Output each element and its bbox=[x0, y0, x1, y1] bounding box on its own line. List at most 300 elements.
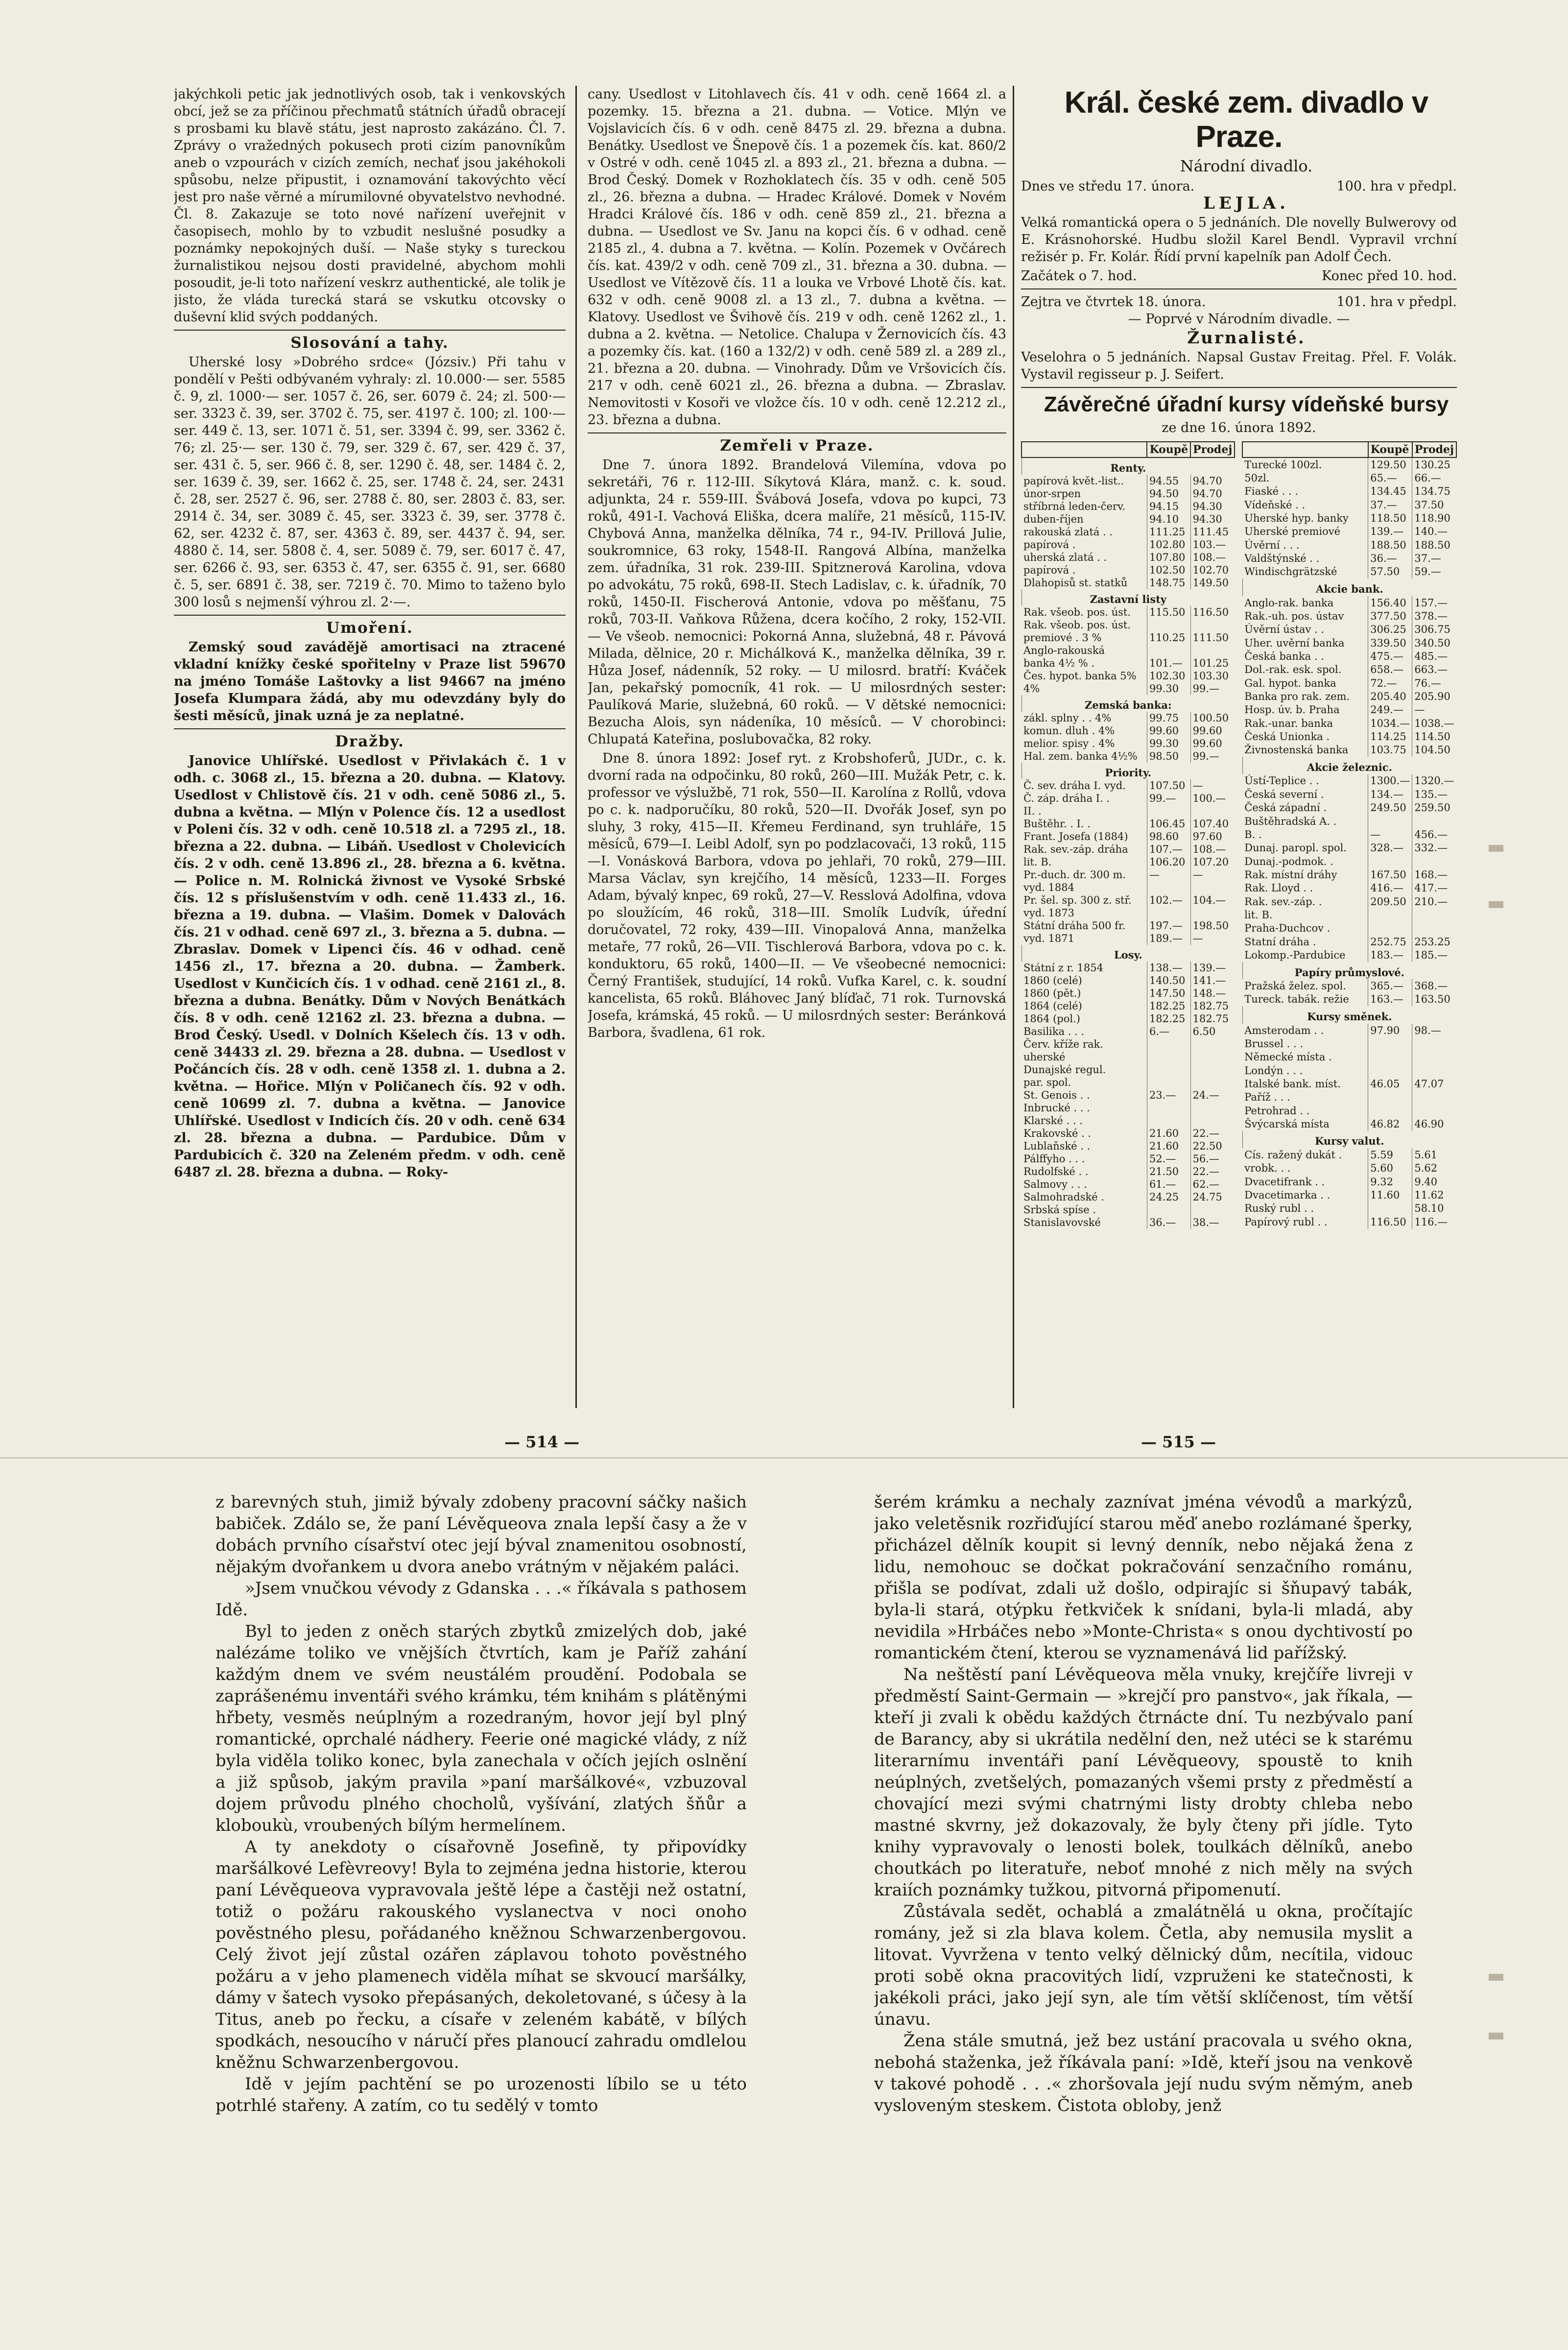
sell-price bbox=[1190, 805, 1235, 817]
security-name: Pr.-duch. dr. 300 m. bbox=[1023, 869, 1126, 881]
table-row bbox=[1022, 1051, 1235, 1063]
table-row bbox=[1022, 1191, 1235, 1203]
buy-price: 23.— bbox=[1147, 1089, 1190, 1102]
theatre-title: Král. české zem. divadlo v Praze. bbox=[1064, 86, 1428, 154]
buy-price: 46.82 bbox=[1368, 1117, 1412, 1130]
table-row bbox=[1022, 1102, 1235, 1114]
exchange-table-right bbox=[1242, 441, 1457, 1229]
sell-price: 135.— bbox=[1412, 788, 1456, 801]
sell-price bbox=[1190, 644, 1235, 657]
table-row bbox=[1022, 644, 1235, 657]
buy-price: 209.50 bbox=[1368, 895, 1412, 908]
buy-price: 1300.— bbox=[1368, 774, 1412, 788]
table-row bbox=[1242, 1077, 1456, 1090]
table-row bbox=[1242, 1162, 1456, 1175]
sell-price: — bbox=[1190, 868, 1235, 881]
buy-price: 5.60 bbox=[1368, 1162, 1412, 1175]
amortisation-text: Zemský soud zavádějě amortisaci na ztracené vkladní knížky české spořitelny v Praze list 59670 na jméno Tomáše Laštovky a list 94667 na jméno Josefa Klumpara žádá, aby mu odevzdány byly do šesti měsíců, jinak uzná je za neplatné. bbox=[174, 640, 566, 723]
edge-mark bbox=[1489, 901, 1503, 908]
story-paragraph: Na neštěstí paní Lévěqueova měla vnuky, krejčíře livreji v předměstí Saint-Germain — »krejčí pro panstvo«, jak říkala, — kteří ji zvali k obědu každých čtrnácte dní. Tu nezbývalo paní de Barancy, aby si ukrátila nedělní den, než utéci se k starému literarnímu inventáři paní Lévěqueovy, spoustě to knih neúplných, zvetšelých, pomazaných všemi prsty z předměstí a chovající mezi svými chatrnými listy drobty chleba nebo mastné skvrny, jež dokazovaly, že byly čteny při jídle. Tyto knihy vypravovaly o lenosti bolek, toulkách dělníků, anebo choutkách po literatuře, neboť mnohé z nich měly na svých kraiích poznámky tužkou, pitvorná připomenutí. bbox=[874, 1665, 1413, 1900]
table-header-buy: Koupě bbox=[1368, 442, 1412, 457]
sell-price: 118.90 bbox=[1412, 511, 1456, 525]
table-row bbox=[1022, 868, 1235, 881]
security-name: Inbrucké . . . bbox=[1023, 1102, 1090, 1114]
sell-price: 198.50 bbox=[1190, 919, 1235, 932]
buy-price bbox=[1147, 1102, 1190, 1114]
table-row bbox=[1022, 1140, 1235, 1152]
page-fold bbox=[0, 1457, 1568, 1459]
buy-price bbox=[1368, 1037, 1412, 1050]
sell-price: 103.30 bbox=[1190, 670, 1235, 682]
table-row bbox=[1242, 993, 1456, 1006]
sell-price bbox=[1412, 1091, 1456, 1104]
security-name: Pr. šel. sp. 300 z. stř. bbox=[1023, 894, 1132, 906]
buy-price: 205.40 bbox=[1368, 690, 1412, 703]
table-row bbox=[1242, 471, 1456, 484]
buy-price: 107.— bbox=[1147, 843, 1190, 856]
security-name: Česká severní . bbox=[1244, 788, 1324, 800]
buy-price: 94.10 bbox=[1147, 513, 1190, 526]
buy-price: 36.— bbox=[1368, 552, 1412, 565]
table-row bbox=[1022, 538, 1235, 551]
security-name: únor-srpen bbox=[1023, 488, 1081, 500]
security-name: Pálffyho . . . bbox=[1023, 1153, 1085, 1165]
buy-price: 249.— bbox=[1368, 703, 1412, 717]
security-name: Dol.-rak. esk. spol. bbox=[1244, 664, 1342, 676]
buy-price: 99.75 bbox=[1147, 712, 1190, 724]
sell-price: 134.75 bbox=[1412, 485, 1456, 498]
sell-price bbox=[1412, 1104, 1456, 1117]
table-row bbox=[1242, 948, 1456, 961]
buy-price: 148.75 bbox=[1147, 576, 1190, 589]
security-name: papírová květ.-list.. bbox=[1023, 475, 1124, 487]
security-name: uherská zlatá . . bbox=[1023, 552, 1107, 563]
buy-price: 9.32 bbox=[1368, 1175, 1412, 1188]
table-row bbox=[1242, 623, 1456, 636]
table-row bbox=[1242, 922, 1456, 935]
buy-price: — bbox=[1368, 828, 1412, 841]
table-row bbox=[1242, 935, 1456, 948]
buy-price: 102.80 bbox=[1147, 538, 1190, 551]
sell-price: 116.— bbox=[1412, 1215, 1456, 1229]
table-row bbox=[1022, 670, 1235, 682]
sell-price: 66.— bbox=[1412, 471, 1456, 484]
security-name: Dvacetifrank . . bbox=[1244, 1175, 1325, 1188]
show1-title: LEJLA. bbox=[1203, 193, 1290, 213]
buy-price: 163.— bbox=[1368, 993, 1412, 1006]
buy-price: 475.— bbox=[1368, 649, 1412, 663]
table-row bbox=[1242, 868, 1456, 881]
table-row bbox=[1022, 737, 1235, 750]
sell-price: 141.— bbox=[1190, 974, 1235, 987]
sell-price: 22.50 bbox=[1190, 1140, 1235, 1152]
buy-price bbox=[1147, 1063, 1190, 1076]
table-row bbox=[1022, 712, 1235, 724]
security-name: Dunaj. paropl. spol. bbox=[1244, 842, 1347, 854]
sell-price: 97.60 bbox=[1190, 830, 1235, 843]
table-row bbox=[1022, 1038, 1235, 1051]
column-rule bbox=[575, 86, 577, 1408]
table-row bbox=[1022, 619, 1235, 631]
security-name: Valdštýnské . . bbox=[1244, 552, 1320, 565]
buy-price: 107.80 bbox=[1147, 551, 1190, 564]
table-group-row bbox=[1242, 757, 1456, 774]
sell-price: 340.50 bbox=[1412, 636, 1456, 649]
table-row bbox=[1022, 551, 1235, 564]
turkish-decree-text: jakýchkoli petic jak jednotlivých osob, tak i venkovských obcí, jež se za příčinou přechmatů státních úřadů obracejí s prosbami ku blavě státu, jest naprosto zakázáno. Čl. 7. Zprávy o vražedných pokusech proti cizím panovníkům aneb o vzpourách v cizích zemích, nechať jsou jakéhokoli spůsobu, nelze připustit, i oznamování takovýchto věcí jest pro naše věrné a mírumilovné obyvatelstvo nevhodné. Čl. 8. Zakazuje se toto nové nařízení uveřejnit v časopisech, mohlo by to vzbudit neslušné posudky a poznámky nepokojných duší. — Naše styky s tureckou žurnalistikou nejsou dosti pravidelné, abychom mohli posoudit, je-li toto nařízení veskrz authentické, ale tolik je jisto, že vláda turecká stará se vskutku otcovsky o duševní klid svých poddaných. bbox=[174, 87, 566, 325]
table-row bbox=[1022, 1127, 1235, 1140]
buy-price: 377.50 bbox=[1368, 609, 1412, 623]
table-row bbox=[1022, 856, 1235, 868]
sell-price: 37.— bbox=[1412, 552, 1456, 565]
buy-price: 103.75 bbox=[1368, 743, 1412, 757]
table-row bbox=[1022, 1178, 1235, 1191]
buy-price: 99.30 bbox=[1147, 737, 1190, 750]
table-row bbox=[1022, 907, 1235, 919]
table-group-row bbox=[1022, 695, 1235, 712]
table-row bbox=[1022, 919, 1235, 932]
security-name: lit. B. bbox=[1244, 909, 1273, 921]
table-row bbox=[1022, 805, 1235, 817]
table-row bbox=[1022, 1203, 1235, 1216]
security-name: Uherské premiové bbox=[1244, 526, 1341, 538]
table-row bbox=[1242, 1148, 1456, 1161]
sell-price: 378.— bbox=[1412, 609, 1456, 623]
buy-price: 61.— bbox=[1147, 1178, 1190, 1191]
sell-price bbox=[1190, 1076, 1235, 1089]
show2-dateline bbox=[1021, 293, 1457, 311]
security-name: Rudolfské . . bbox=[1023, 1166, 1089, 1177]
table-row bbox=[1022, 1025, 1235, 1038]
sell-price: 168.— bbox=[1412, 868, 1456, 881]
auctions-text: Janovice Uhlířské. Usedlost v Přivlakách č. 1 v odh. c. 3068 zl., 15. března a 20. dubna. — Klatovy. Usedlost v Chlistově čís. 21 v odh. ceně 5086 zl., 5. dubna a května. — Mlýn v Polence čís. 12 a usedlost v Poleni čís. 32 v odh. ceně 10.518 zl. a 7295 zl., 18. března a 22. dubna. — Libáň. Usedlost v Cholevicích čís. 2 v odh. ceně 13.896 zl., 28. března a 6. května. — Police n. M. Rolnická živnost ve Vysoké Srbské čís. 12 s příslušenstvím v odh. ceně 11.433 zl., 16. března a 19. dubna. — Vlašim. Domek v Dalovách čís. 21 v odhad. ceně 697 zl., 3. března a 5. dubna. — Zbraslav. Domek v Lipenci čís. 46 v odhad. ceně 1456 zl., 17. března a 20. dubna. — Žamberk. Usedlost v Kunčicích čís. 1 v odhad. ceně 2161 zl., 8. března a dubna. Benátky. Dům v Nových Benátkách čís. 8 v odh. ceně 12162 zl. 23. března a dubna. — Brod Český. Usedl. v Dolních Kšelech čís. 13 v odh. ceně 34433 zl. 29. března a 28. dubna. — Usedlost v Počáncích čís. 28 v odh. ceně 1358 zl. 1. dubna a 2. května. — Hořice. Mlýn v Poličanech čís. 92 v odh. ceně 10699 zl. 7. dubna a května. — Janovice Uhlířské. Usedlost v Indicích čís. 20 v odh. ceně 634 zl. 28. března a dubna. — Pardubice. Dům v Pardubicích č. 320 na Zeleném předm. v odh. ceně 6487 zl. 28. března a dubna. — Roky- bbox=[174, 753, 566, 1180]
edge-mark bbox=[1489, 845, 1503, 852]
sell-price: 368.— bbox=[1412, 979, 1456, 992]
table-row bbox=[1242, 855, 1456, 868]
security-name: Tureck. tabák. režie bbox=[1244, 993, 1349, 1006]
table-header-name bbox=[1022, 442, 1147, 457]
security-name: Buštěhr. . I. . bbox=[1023, 818, 1091, 830]
buy-price: 37.— bbox=[1368, 498, 1412, 511]
sell-price: 485.— bbox=[1412, 649, 1456, 663]
table-row bbox=[1022, 894, 1235, 907]
sell-price: 58.10 bbox=[1412, 1202, 1456, 1215]
table-row bbox=[1242, 801, 1456, 815]
sell-price bbox=[1190, 1063, 1235, 1076]
security-name: Hosp. úv. b. Praha bbox=[1244, 704, 1340, 716]
sell-price bbox=[1190, 881, 1235, 894]
sell-price bbox=[1412, 1064, 1456, 1077]
sell-price bbox=[1412, 922, 1456, 935]
sell-price: 47.07 bbox=[1412, 1077, 1456, 1090]
buy-price: 183.— bbox=[1368, 948, 1412, 961]
buy-price: 5.59 bbox=[1368, 1148, 1412, 1161]
sell-price: 99.— bbox=[1190, 682, 1235, 695]
security-name: Brussel . . . bbox=[1244, 1037, 1304, 1050]
security-name: Salmohradské . bbox=[1023, 1191, 1104, 1203]
table-row bbox=[1242, 1117, 1456, 1130]
table-row bbox=[1242, 1188, 1456, 1201]
buy-price: 101.— bbox=[1147, 657, 1190, 670]
sell-price: 98.— bbox=[1412, 1024, 1456, 1037]
buy-price: 182.25 bbox=[1147, 1000, 1190, 1012]
table-row bbox=[1022, 475, 1235, 487]
table-row bbox=[1022, 817, 1235, 830]
buy-price: 111.25 bbox=[1147, 526, 1190, 538]
edge-mark bbox=[1489, 2033, 1503, 2039]
sell-price: 306.75 bbox=[1412, 623, 1456, 636]
sell-price: 163.50 bbox=[1412, 993, 1456, 1006]
buy-price: 365.— bbox=[1368, 979, 1412, 992]
security-name: Banka pro rak. zem. bbox=[1244, 691, 1350, 702]
sell-price bbox=[1412, 1051, 1456, 1064]
deaths-feb7-text: Dne 7. února 1892. Brandelová Vilemína, vdova po sekretáři, 76 r. 112-III. Síkytová Klára, manž. c. k. soud. adjunkta, 24 r. 559-III. Švábová Josefa, vdova po kupci, 73 roků, 491-I. Vachová Eliška, dcera malíře, 21 měsíců, 115-IV. Chybová Anna, manželka dělníka, 74 r., 94-IV. Prillová Julie, soukromnice, 63 roky, 1548-II. Rangová Albína, manželka zem. úřadníka, 31 rok. 239-III. Spitznerová Karolina, vdova po advokátu, 75 roků, 698-II. Stech Ladislav, c. k. úřadník, 70 roků, 1450-II. Fischerová Antonie, vdova po měšťanu, 75 roků, 703-II. Vaňkova Růžena, dcera kočího, 2 roky, 152-VII. — Ve všeob. nemocnici: Pokorná Anna, služebná, 48 r. Pávová Milada, dělnice, 20 r. Michálková K., manželka dělníka, 39 r. Hůza Josef, nádenník, 52 roky. — U milosrd. bratří: Kváček Jan, pekařský pomocník, 41 rok. — U milosrdných sester: Paulíková Marie, služebná, 60 roků. — V dětské nemocnici: Bezucha Alois, syn nádeníka, 10 měsíců. — V chorobinci: Chlupatá Kateřina, poslubovačka, 82 roky. bbox=[588, 457, 1006, 747]
security-name: Basilika . . . bbox=[1023, 1026, 1085, 1037]
buy-price bbox=[1147, 1038, 1190, 1051]
security-name: par. spol. bbox=[1023, 1077, 1071, 1088]
show2-title: Žurnalisté. bbox=[1187, 328, 1306, 348]
buy-price: 106.45 bbox=[1147, 817, 1190, 830]
buy-price: 11.60 bbox=[1368, 1188, 1412, 1201]
security-name: Rak. Lloyd . . bbox=[1244, 882, 1313, 894]
security-name: melior. spisy . 4% bbox=[1023, 738, 1115, 749]
buy-price: 72.— bbox=[1368, 676, 1412, 690]
buy-price: 110.25 bbox=[1147, 631, 1190, 644]
buy-price: 21.60 bbox=[1147, 1140, 1190, 1152]
table-row bbox=[1242, 690, 1456, 703]
buy-price bbox=[1147, 881, 1190, 894]
table-row bbox=[1242, 1091, 1456, 1104]
sell-price: 111.45 bbox=[1190, 526, 1235, 538]
security-name: Rak.-unar. banka bbox=[1244, 717, 1333, 729]
table-row bbox=[1242, 525, 1456, 538]
buy-price: 182.25 bbox=[1147, 1012, 1190, 1025]
sell-price: 101.25 bbox=[1190, 657, 1235, 670]
buy-price: 21.60 bbox=[1147, 1127, 1190, 1140]
buy-price: 118.50 bbox=[1368, 511, 1412, 525]
sell-price: 182.75 bbox=[1190, 1000, 1235, 1012]
table-row bbox=[1242, 1037, 1456, 1050]
sell-price: 182.75 bbox=[1190, 1012, 1235, 1025]
deaths-heading: Zemřeli v Praze. bbox=[720, 437, 874, 455]
sell-price: 1320.— bbox=[1412, 774, 1456, 788]
sell-price: 140.— bbox=[1412, 525, 1456, 538]
security-name: Rak.-uh. pos. ústav bbox=[1244, 610, 1344, 622]
show1-date: Dnes ve středu 17. února. bbox=[1021, 179, 1195, 194]
security-name: Anglo-rakouská bbox=[1023, 645, 1105, 656]
buy-price bbox=[1147, 1114, 1190, 1127]
security-name: vrobk. . . bbox=[1244, 1162, 1291, 1175]
buy-price: 65.— bbox=[1368, 471, 1412, 484]
table-group-row bbox=[1022, 763, 1235, 779]
buy-price: 99.60 bbox=[1147, 724, 1190, 737]
exchange-title: Závěrečné úřadní kursy vídeňské bursy bbox=[1044, 392, 1449, 416]
security-name: komun. dluh . 4% bbox=[1023, 725, 1115, 737]
sell-price: 111.50 bbox=[1190, 631, 1235, 644]
sell-price: 99.— bbox=[1190, 750, 1235, 763]
buy-price: 328.— bbox=[1368, 841, 1412, 855]
show1-times bbox=[1021, 267, 1457, 285]
security-name: lit. B. bbox=[1023, 856, 1052, 868]
group-heading: Priority. bbox=[1022, 763, 1235, 779]
security-name: Rak. sev.-záp. dráha bbox=[1023, 843, 1128, 855]
buy-price: 98.50 bbox=[1147, 750, 1190, 763]
table-group-row bbox=[1242, 962, 1456, 980]
security-name: Rak. všeob. pos. úst. bbox=[1023, 619, 1131, 631]
security-name: 1864 (pol.) bbox=[1023, 1013, 1080, 1025]
table-row bbox=[1022, 526, 1235, 538]
sell-price: 149.50 bbox=[1190, 576, 1235, 589]
table-row bbox=[1022, 750, 1235, 763]
security-name: 1864 (celé) bbox=[1023, 1000, 1082, 1012]
sell-price: 104.50 bbox=[1412, 743, 1456, 757]
buy-price: 102.— bbox=[1147, 894, 1190, 907]
sell-price: 22.— bbox=[1190, 1165, 1235, 1178]
security-name: 1860 (celé) bbox=[1023, 975, 1082, 986]
sell-price bbox=[1412, 1037, 1456, 1050]
story-paragraph: »Jsem vnučkou vévody z Gdanska . . .« říkávala s pathosem Idě. bbox=[215, 1579, 747, 1620]
security-name: Uher. uvěrní banka bbox=[1244, 637, 1345, 649]
table-row bbox=[1242, 979, 1456, 992]
sell-price: 9.40 bbox=[1412, 1175, 1456, 1188]
buy-price bbox=[1147, 1076, 1190, 1089]
column-middle bbox=[588, 86, 1006, 1408]
table-row bbox=[1022, 487, 1235, 500]
security-name: Červ. kříže rak. bbox=[1023, 1038, 1103, 1050]
sell-price: 1038.— bbox=[1412, 717, 1456, 730]
security-name: Praha-Duchcov . bbox=[1244, 922, 1330, 935]
sell-price: 6.50 bbox=[1190, 1025, 1235, 1038]
buy-price: 57.50 bbox=[1368, 565, 1412, 578]
section-divider bbox=[174, 615, 566, 616]
table-row bbox=[1242, 609, 1456, 623]
buy-price bbox=[1147, 644, 1190, 657]
sell-price: 24.— bbox=[1190, 1089, 1235, 1102]
buy-price: 94.50 bbox=[1147, 487, 1190, 500]
sell-price: 24.75 bbox=[1190, 1191, 1235, 1203]
security-name: Německé místa . bbox=[1244, 1051, 1332, 1063]
security-name: Dunaj.-podmok. . bbox=[1244, 855, 1333, 867]
show2-date: Zejtra ve čtvrtek 18. února. bbox=[1021, 294, 1206, 310]
sell-price bbox=[1190, 1051, 1235, 1063]
group-heading: Kursy valut. bbox=[1242, 1131, 1456, 1149]
table-row bbox=[1242, 565, 1456, 578]
sell-price: 417.— bbox=[1412, 882, 1456, 895]
buy-price bbox=[1147, 1203, 1190, 1216]
security-name: Dunajské regul. bbox=[1023, 1064, 1106, 1076]
sell-price: — bbox=[1412, 703, 1456, 717]
table-row bbox=[1022, 657, 1235, 670]
security-name: Lokomp.-Pardubice bbox=[1244, 949, 1346, 961]
security-name: Rak. sev.-záp. . bbox=[1244, 895, 1322, 908]
table-row bbox=[1022, 830, 1235, 843]
buy-price: 52.— bbox=[1147, 1152, 1190, 1165]
security-name: Lublaňské . . bbox=[1023, 1140, 1091, 1152]
security-name: 1860 (pět.) bbox=[1023, 987, 1081, 999]
buy-price: 21.50 bbox=[1147, 1165, 1190, 1178]
security-name: Salmovy . . . bbox=[1023, 1178, 1087, 1190]
buy-price: 98.60 bbox=[1147, 830, 1190, 843]
story-paragraph: Byl to jeden z oněch starých zbytků zmizelých dob, jaké nalézáme toliko ve vnějších čtvrtích, kam je Paříž zahání každým dnem ve svém neustálém proudění. Podobala se zaprášenému inventáři svého krámku, tém knihám s plátěnými hřbety, vesměs neúplným a rozedraným, hovor její byl plný romantické, oprchalé nádhery. Feerie oné magické vlády, z níž byla viděla toliko konec, byla zanechala v očích jejích oslnění a již spůsob, jakým pravila »paní maršálkové«, vzbuzoval dojem průvodu plného chocholů, vyšívání, zlatých šňůr a kloboukù, vroubených bílým hermelínem. bbox=[215, 1622, 747, 1835]
sell-price: 108.— bbox=[1190, 843, 1235, 856]
table-row bbox=[1022, 682, 1235, 695]
buy-price: 94.15 bbox=[1147, 500, 1190, 513]
table-row bbox=[1242, 511, 1456, 525]
security-name: 50zl. bbox=[1244, 472, 1270, 484]
buy-price: 156.40 bbox=[1368, 596, 1412, 609]
section-divider bbox=[588, 432, 1006, 433]
story-paragraph: Idě v jejím pachtění se po urozenosti líbilo se u této potrhlé stařeny. A zatím, co tu sedělý v tomto bbox=[215, 2074, 747, 2115]
table-row bbox=[1242, 743, 1456, 757]
buy-price bbox=[1368, 1202, 1412, 1215]
sell-price: 100.— bbox=[1190, 792, 1235, 805]
table-row bbox=[1242, 1202, 1456, 1215]
table-row bbox=[1022, 576, 1235, 589]
show2-number: 101. hra v předpl. bbox=[1336, 294, 1457, 310]
table-row bbox=[1242, 895, 1456, 908]
sell-price: 185.— bbox=[1412, 948, 1456, 961]
security-name: rakouská zlatá . . bbox=[1023, 526, 1113, 538]
column-right bbox=[1021, 86, 1457, 1408]
table-row bbox=[1242, 882, 1456, 895]
table-row bbox=[1242, 828, 1456, 841]
sell-price: 94.70 bbox=[1190, 475, 1235, 487]
buy-price: — bbox=[1147, 868, 1190, 881]
buy-price: 106.20 bbox=[1147, 856, 1190, 868]
column-left bbox=[174, 86, 566, 1408]
security-name: premiové . 3 % bbox=[1023, 632, 1102, 644]
table-row bbox=[1022, 1076, 1235, 1089]
sell-price: 94.30 bbox=[1190, 500, 1235, 513]
sell-price: 76.— bbox=[1412, 676, 1456, 690]
sell-price bbox=[1412, 855, 1456, 868]
buy-price bbox=[1368, 1051, 1412, 1064]
buy-price bbox=[1147, 805, 1190, 817]
security-name: Dlahopisů st. statků bbox=[1023, 577, 1128, 589]
security-name: Gal. hypot. banka bbox=[1244, 677, 1336, 689]
buy-price: 94.55 bbox=[1147, 475, 1190, 487]
show2-description: Veselohra o 5 jednáních. Napsal Gustav Freitag. Přel. F. Volák. Vystavil regisseur p. J. Seifert. bbox=[1021, 350, 1457, 382]
security-name: Amsterodam . . bbox=[1244, 1024, 1324, 1036]
security-name: Česká Unionka . bbox=[1244, 731, 1330, 743]
show1-number: 100. hra v předpl. bbox=[1336, 179, 1457, 194]
table-group-row bbox=[1242, 578, 1456, 596]
group-heading: Zastavní listy bbox=[1022, 589, 1235, 606]
show1-dateline bbox=[1021, 178, 1457, 195]
buy-price: 339.50 bbox=[1368, 636, 1412, 649]
story-paragraph: šerém krámku a nechaly zaznívat jména vévodů a markýzů, jako veletěsnik rozřiďující starou měď anebo rozlámané šperky, přicházel dělník koupit si levný denník, nebo nějaká žena z lidu, nemohouc se dočkat pokračování senzačního románu, přišla se podívat, zdali už došlo, odpirajíc si šňupavý tabák, byla-li stará, otýpku řetkviček k snídani, byla-li mladá, aby nevidila »Hrbáčes nebo »Monte-Christa« s onou dychtivostí po romantickém čtení, kterou se vyznamenává lid pařížský. bbox=[874, 1492, 1413, 1663]
sell-price: 94.30 bbox=[1190, 513, 1235, 526]
exchange-date: ze dne 16. února 1892. bbox=[1162, 420, 1316, 435]
sell-price bbox=[1190, 1203, 1235, 1216]
table-row bbox=[1242, 596, 1456, 609]
story-paragraph: z barevných stuh, jimiž bývaly zdobeny pracovní sáčky našich babiček. Zdálo se, že paní Lévěqueova znala lepší časy a že v dobách prvního císařství otec její býval znamenitou osobností, nějakým dvořankem u dvora anebo vrátným v nějakém paláci. bbox=[215, 1492, 747, 1577]
security-name: Buštěhradská A. . bbox=[1244, 815, 1337, 827]
security-name: Česká západní . bbox=[1244, 802, 1327, 814]
sell-price: 107.20 bbox=[1190, 856, 1235, 868]
buy-price bbox=[1368, 922, 1412, 935]
show2-note: — Poprvé v Národním divadle. — bbox=[1128, 312, 1350, 327]
security-name: Fiaské . . . bbox=[1244, 485, 1299, 498]
security-name: vyd. 1871 bbox=[1023, 933, 1074, 944]
sell-price bbox=[1412, 908, 1456, 921]
security-name: Úvěrní . . . bbox=[1244, 539, 1300, 551]
buy-price: 102.50 bbox=[1147, 564, 1190, 576]
table-row bbox=[1022, 500, 1235, 513]
security-name: Dvacetimarka . . bbox=[1244, 1189, 1330, 1201]
sell-price: 139.— bbox=[1190, 961, 1235, 974]
table-group-row bbox=[1022, 457, 1235, 475]
